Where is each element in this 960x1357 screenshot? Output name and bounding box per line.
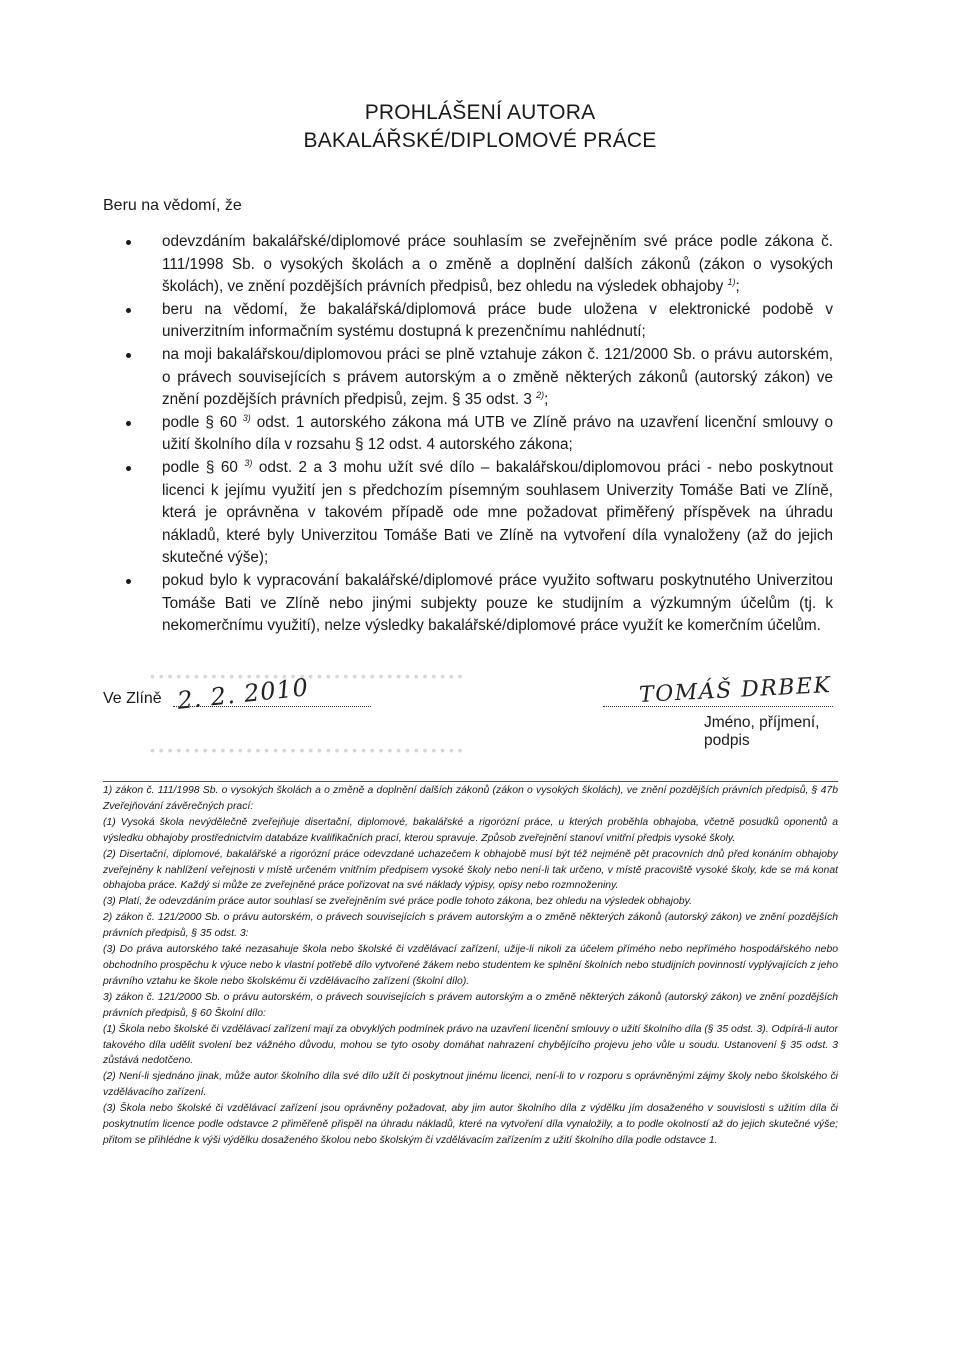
list-item: odevzdáním bakalářské/diplomové práce souhlasím se zveřejněním své práce podle zákona č. 111/1998 Sb. o vysokých školách a o změně a doplnění dalších zákonů (zákon o vysokých školách), ve znění pozdějších právních předpisů, bez ohledu na výsledek obhajoby $^{1)}$; — [113, 231, 833, 299]
footnote: (1) Škola nebo školské či vzdělávací zařízení mají za obvyklých podmínek právo na uzavření licenční smlouvy o užití školního díla (§ 35 odst. 3). Odpírá-li autor takového díla udělit svolení bez vážného důvodu, mohou se tyto osoby domáhat nahrazení chybějícího projevu jeho vůle u soudu. Ustanovení § 35 odst. 3 zůstává nedotčeno. — [103, 1023, 838, 1067]
handwritten-date: 2. 2. 2010 — [175, 673, 311, 715]
footnotes — [103, 783, 838, 1149]
list-item: beru na vědomí, že bakalářská/diplomová práce bude uložena v elektronické podobě v univerzitním informačním systému dostupná k prezenčnímu nahlédnutí; — [113, 299, 833, 344]
intro-text: Beru na vědomí, že — [103, 197, 242, 214]
footnote: (2) Disertační, diplomové, bakalářské a rigorózní práce odevzdané uchazečem k obhajobě musí být též nejméně pět pracovních dnů před konáním obhajoby zveřejněny k nahlížení veřejnosti v místě určeném vnitřním předpisem vysoké školy nebo není-li tak určeno, v místě pracoviště vysoké školy, kde se má konat obhajoba práce. Každý si může ze zveřejněné práce pořizovat na své náklady výpisy, opisy nebo rozmnoženiny. — [103, 848, 838, 892]
footnote: 2) zákon č. 121/2000 Sb. o právu autorském, o právech souvisejících s právem autorským a o změně některých zákonů (autorský zákon) ve znění pozdějších právních předpisů, § 35 odst. 3: — [103, 912, 838, 940]
declaration-list — [113, 231, 833, 638]
footnote: (1) Vysoká škola nevýdělečně zveřejňuje disertační, diplomové, bakalářské a rigorózní práce, u kterých proběhla obhajoba, včetně posudků oponentů a výsledku obhajoby prostřednictvím databáze kvalifikačních prací, kterou spravuje. Způsob zveřejnění stanoví vnitřní předpis vysoké školy. — [103, 816, 838, 844]
handwritten-signature: TOMÁŠ DRBEK — [638, 672, 833, 709]
signature-line — [603, 706, 833, 707]
page-title: PROHLÁŠENÍ AUTORA — [364, 101, 596, 124]
footnote: (3) Platí, že odevzdáním práce autor souhlasí se zveřejněním své práce podle tohoto zákona, bez ohledu na výsledek obhajoby. — [103, 896, 692, 908]
list-item: podle § 60 $^{3)}$ odst. 1 autorského zákona má UTB ve Zlíně právo na uzavření licenční smlouvy o užití školního díla v rozsahu § 12 odst. 4 autorského zákona; — [113, 412, 833, 457]
show-through-decoration: • • • • • • • • • • • • • • • • • • • • • • • • • • • • • • • • • • • • — [150, 668, 463, 684]
footnote: 1) zákon č. 111/1998 Sb. o vysokých školách a o změně a doplnění dalších zákonů (zákon o vysokých školách), ve znění pozdějších právních předpisů, § 47b Zveřejňování závěrečných prací: — [103, 785, 838, 812]
list-item: na moji bakalářskou/diplomovou práci se plně vztahuje zákon č. 121/2000 Sb. o právu autorském, o právech souvisejících s právem autorským a o změně některých zákonů (autorský zákon) ve znění pozdějších právních předpisů, zejm. § 35 odst. 3 $^{2)}$; — [113, 344, 833, 412]
footnote: (3) Škola nebo školské či vzdělávací zařízení jsou oprávněny požadovat, aby jim autor školního díla z výdělku jím dosaženého v souvislosti s užitím díla či poskytnutím licence podle odstavce 2 přiměřeně přispěl na úhradu nákladů, které na vytvoření díla vynaložily, a to podle okolností až do jejich skutečné výše; přitom se přihlédne k výši výdělku dosaženého školou nebo školským či vzdělávacím zařízením z užití školního díla podle odstavce 1. — [103, 1103, 838, 1146]
footnote: 3) zákon č. 121/2000 Sb. o právu autorském, o právech souvisejících s právem autorským a o změně některých zákonů (autorský zákon) ve znění pozdějších právních předpisů, § 60 Školní dílo: — [103, 991, 838, 1019]
page-subtitle: BAKALÁŘSKÉ/DIPLOMOVÉ PRÁCE — [303, 129, 657, 152]
signature-block — [103, 672, 833, 749]
signature-caption: Jméno, příjmení, podpis — [704, 714, 820, 749]
list-item: podle § 60 $^{3)}$ odst. 2 a 3 mohu užít své dílo – bakalářskou/diplomovou práci - nebo poskytnout licenci k jejímu využití jen s předchozím písemným souhlasem Univerzity Tomáše Bati ve Zlíně, která je oprávněna v takovém případě ode mne požadovat přiměřený příspěvek na úhradu nákladů, které byly Univerzitou Tomáše Bati ve Zlíně na vytvoření díla vynaloženy (až do jejich skutečné výše); — [113, 457, 833, 570]
show-through-decoration: • • • • • • • • • • • • • • • • • • • • • • • • • • • • • • • • • • • • — [150, 742, 463, 758]
footnote: (2) Není-li sjednáno jinak, může autor školního díla své dílo užít či poskytnout jinému licenci, není-li to v rozporu s oprávněnými zájmy školy nebo školského či vzdělávacího zařízení. — [103, 1071, 838, 1099]
place-label: Ve Zlíně — [103, 690, 162, 707]
footnote-divider — [103, 781, 838, 782]
list-item: pokud bylo k vypracování bakalářské/diplomové práce využito softwaru poskytnutého Univerzitou Tomáše Bati ve Zlíně nebo jinými subjekty pouze ke studijním a výzkumným účelům (tj. k nekomerčnímu využití), nelze výsledky bakalářské/diplomové práce využít ke komerčním účelům. — [113, 570, 833, 638]
footnote: (3) Do práva autorského také nezasahuje škola nebo školské či vzdělávací zařízení, užije-li nikoli za účelem přímého nebo nepřímého hospodářského nebo obchodního prospěchu k výuce nebo k vlastní potřebě dílo vytvořené žákem nebo studentem ke splnění školních nebo studijních povinností vyplývajících z jeho právního vztahu ke škole nebo školskému či vzdělávacího zařízení (školní dílo). — [103, 944, 838, 987]
